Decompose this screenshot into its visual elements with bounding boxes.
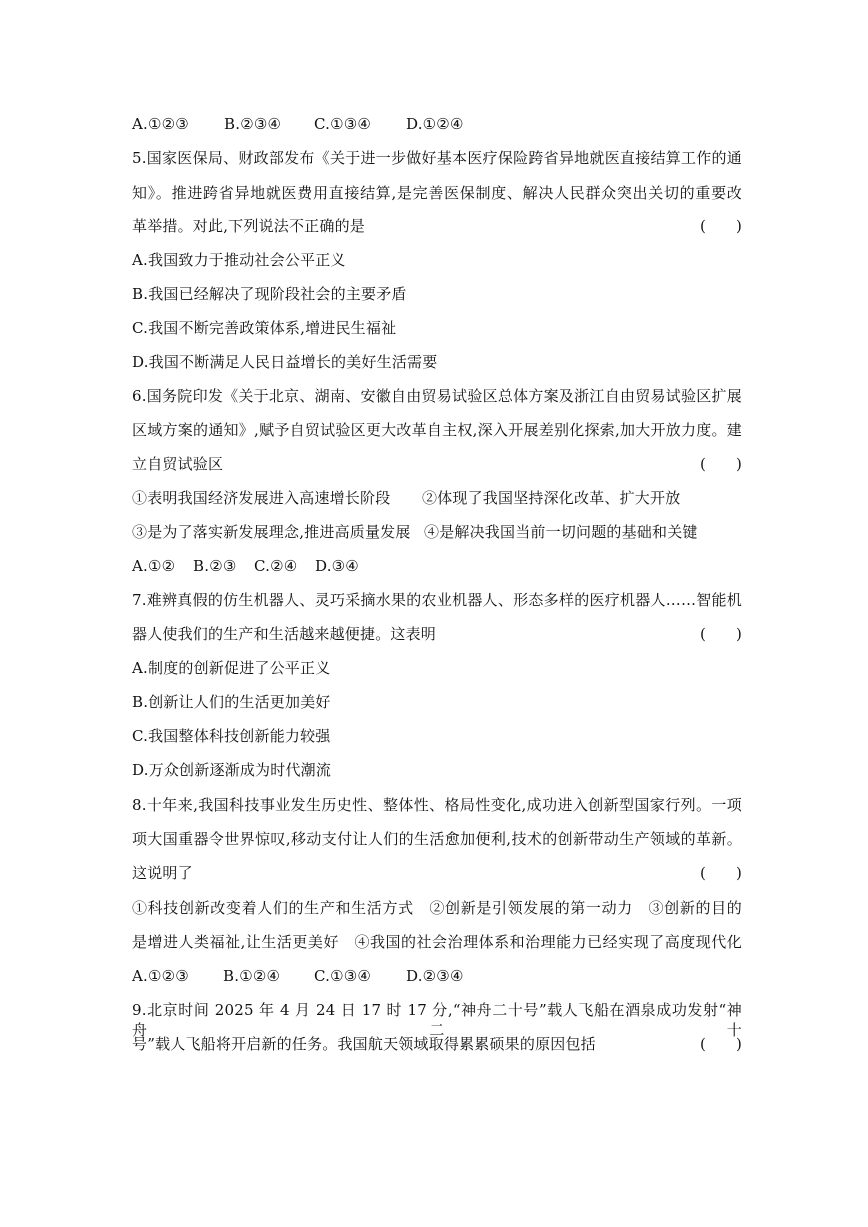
- q7-option-a: A.制度的创新促进了公平正义: [132, 659, 331, 677]
- q8-stem-line-3: [132, 863, 742, 883]
- q6-option-c: C.②④: [254, 557, 298, 575]
- q6-option-a: A.①②: [132, 557, 176, 575]
- bracket-open: (: [700, 217, 707, 235]
- q5-stem-line-1: 5.国家医保局、财政部发布《关于进一步做好基本医疗保险跨省异地就医直接结算工作的通: [132, 149, 742, 167]
- q4-option-b: B.②③④: [224, 115, 282, 133]
- q6-statements-row-2: [132, 522, 742, 542]
- q9-answer-bracket: [700, 1034, 742, 1054]
- bracket-close: ): [735, 864, 742, 882]
- q6-statement-2: ②体现了我国坚持深化改革、扩大开放: [422, 489, 681, 507]
- q5-stem-line-3: [132, 216, 742, 236]
- q8-stem-line-1: 8.十年来,我国科技事业发生历史性、整体性、格局性变化,成功进入创新型国家行列。一项: [132, 796, 742, 814]
- q8-option-c: C.①③④: [314, 967, 372, 985]
- q6-statement-4: ④是解决我国当前一切问题的基础和关键: [424, 523, 698, 541]
- q4-option-c: C.①③④: [314, 115, 372, 133]
- bracket-open: (: [700, 864, 707, 882]
- q8-options: [132, 966, 742, 986]
- q7-option-c: C.我国整体科技创新能力较强: [132, 727, 331, 745]
- q8-stem-text: 这说明了: [132, 864, 193, 882]
- bracket-open: (: [700, 455, 707, 473]
- bracket-close: ): [735, 455, 742, 473]
- q6-stem-line-1: 6.国务院印发《关于北京、湖南、安徽自由贸易试验区总体方案及浙江自由贸易试验区扩展: [132, 387, 742, 405]
- q5-option-c: C.我国不断完善政策体系,增进民生福祉: [132, 319, 397, 337]
- q6-answer-bracket: [700, 454, 742, 474]
- q7-stem-line-1: 7.难辨真假的仿生机器人、灵巧采摘水果的农业机器人、形态多样的医疗机器人……智能机: [132, 591, 742, 609]
- q6-statements-row-1: [132, 488, 742, 508]
- q5-option-b: B.我国已经解决了现阶段社会的主要矛盾: [132, 285, 407, 303]
- q6-statement-3: ③是为了落实新发展理念,推进高质量发展: [132, 523, 411, 541]
- bracket-close: ): [735, 625, 742, 643]
- q9-stem-line-1: 9.北京时间 2025 年 4 月 24 日 17 时 17 分,“神舟二十号”载人飞船在酒泉成功发射“神舟二十: [132, 1001, 742, 1039]
- q6-stem-line-3: [132, 454, 742, 474]
- q5-stem-line-2: 知》。推进跨省异地就医费用直接结算,是完善医保制度、解决人民群众突出关切的重要改: [132, 184, 742, 202]
- q6-stem-line-2: 区域方案的通知》,赋予自贸试验区更大改革自主权,深入开展差别化探索,加大开放力度。建: [132, 421, 742, 439]
- q9-stem-line-2: [132, 1034, 742, 1054]
- q8-answer-bracket: [700, 863, 742, 883]
- q9-stem-text: 号”载人飞船将开启新的任务。我国航天领域取得累累硕果的原因包括: [132, 1035, 596, 1053]
- q8-statements-line-2: 是增进人类福祉,让生活更美好 ④我国的社会治理体系和治理能力已经实现了高度现代化: [132, 933, 742, 951]
- q6-stem-text: 立自贸试验区: [132, 455, 224, 473]
- q5-option-a: A.我国致力于推动社会公平正义: [132, 251, 346, 269]
- q6-options: [132, 556, 742, 576]
- q8-statements-line-1: ①科技创新改变着人们的生产和生活方式 ②创新是引领发展的第一动力 ③创新的目的: [132, 899, 742, 917]
- q8-option-b: B.①②④: [223, 967, 281, 985]
- q8-option-d: D.②③④: [406, 967, 464, 985]
- q7-option-d: D.万众创新逐渐成为时代潮流: [132, 761, 332, 779]
- q5-option-d: D.我国不断满足人民日益增长的美好生活需要: [132, 353, 438, 371]
- q8-option-a: A.①②③: [132, 967, 189, 985]
- bracket-open: (: [700, 625, 707, 643]
- bracket-close: ): [735, 1035, 742, 1053]
- q4-options: [132, 114, 742, 134]
- q7-stem-line-2: [132, 624, 742, 644]
- q7-option-b: B.创新让人们的生活更加美好: [132, 693, 331, 711]
- q7-answer-bracket: [700, 624, 742, 644]
- q5-stem-text: 革举措。对此,下列说法不正确的是: [132, 217, 365, 235]
- bracket-close: ): [735, 217, 742, 235]
- q7-stem-text: 器人使我们的生产和生活越来越便捷。这表明: [132, 625, 437, 643]
- q5-answer-bracket: [700, 216, 742, 236]
- q6-option-d: D.③④: [315, 557, 359, 575]
- q4-option-a: A.①②③: [132, 115, 189, 133]
- q4-option-d: D.①②④: [406, 115, 464, 133]
- q6-statement-1: ①表明我国经济发展进入高速增长阶段: [132, 489, 391, 507]
- q6-option-b: B.②③: [193, 557, 237, 575]
- q8-stem-line-2: 项大国重器令世界惊叹,移动支付让人们的生活愈加便利,技术的创新带动生产领域的革新。: [132, 830, 742, 848]
- bracket-open: (: [700, 1035, 707, 1053]
